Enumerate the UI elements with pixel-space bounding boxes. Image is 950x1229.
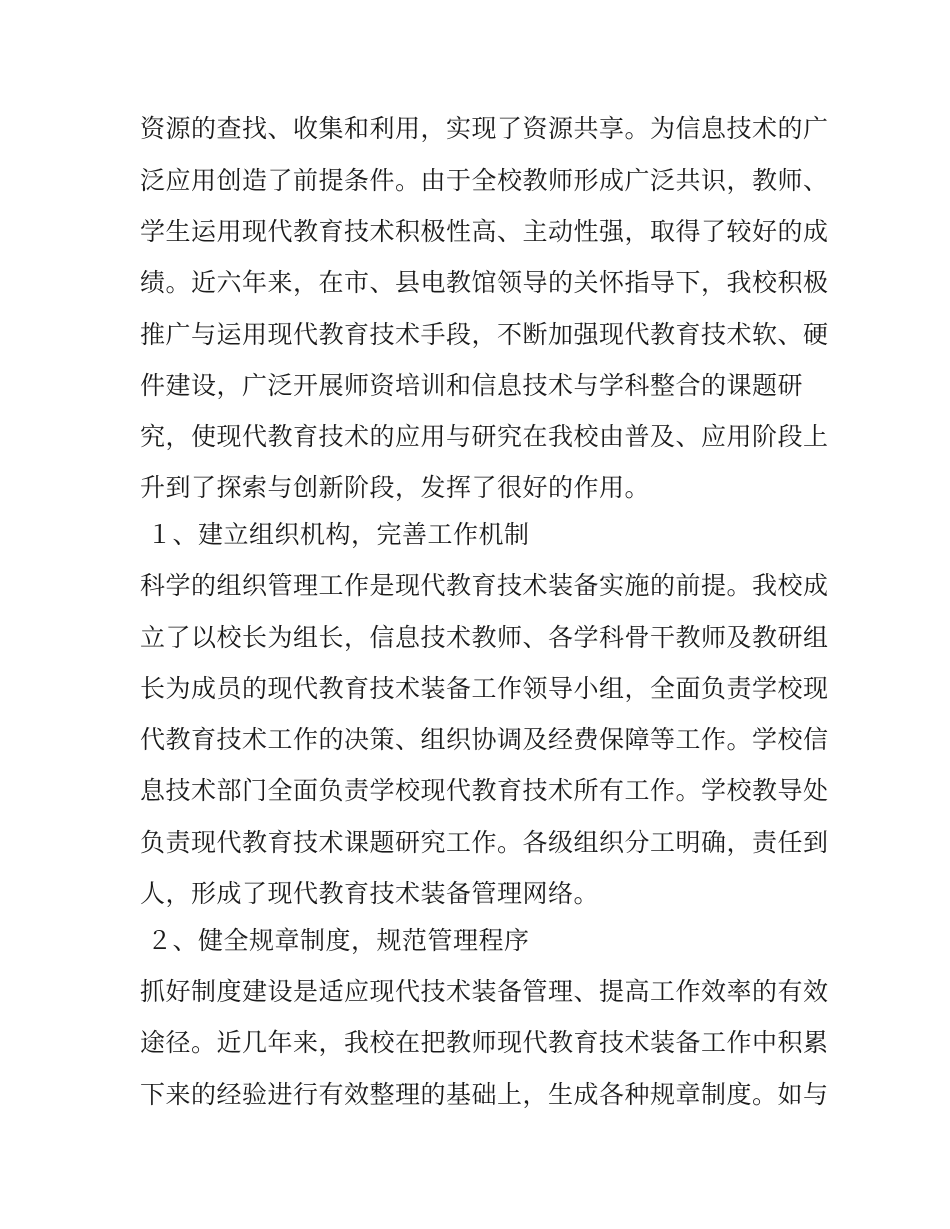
paragraph-line: 推广与运用现代教育技术手段，不断加强现代教育技术软、硬 [140,320,829,349]
paragraph-line: 绩。近六年来，在市、县电教馆领导的关怀指导下，我校积极 [140,268,829,297]
section-heading: １、建立组织机构，完善工作机制 [147,520,530,549]
paragraph-line: 代教育技术工作的决策、组织协调及经费保障等工作。学校信 [140,725,829,754]
paragraph-line: 抓好制度建设是适应现代技术装备管理、提高工作效率的有效 [140,977,829,1006]
paragraph-line: 资源的查找、收集和利用，实现了资源共享。为信息技术的广 [140,114,829,143]
paragraph-line: 科学的组织管理工作是现代教育技术装备实施的前提。我校成 [140,571,829,600]
section-heading: ２、健全规章制度，规范管理程序 [147,926,530,955]
paragraph-line: 立了以校长为组长，信息技术教师、各学科骨干教师及教研组 [140,623,829,652]
paragraph-line: 长为成员的现代教育技术装备工作领导小组，全面负责学校现 [140,674,829,703]
paragraph-line: 件建设，广泛开展师资培训和信息技术与学科整合的课题研 [140,371,804,400]
paragraph-line: 息技术部门全面负责学校现代教育技术所有工作。学校教导处 [140,776,829,805]
paragraph-line: 泛应用创造了前提条件。由于全校教师形成广泛共识，教师、 [140,166,829,195]
paragraph-line: 途径。近几年来，我校在把教师现代教育技术装备工作中积累 [140,1028,829,1057]
paragraph-line: 究，使现代教育技术的应用与研究在我校由普及、应用阶段上 [140,422,829,451]
paragraph-line: 下来的经验进行有效整理的基础上，生成各种规章制度。如与 [140,1080,829,1109]
paragraph-line: 人，形成了现代教育技术装备管理网络。 [140,879,600,908]
paragraph-line: 升到了探索与创新阶段，发挥了很好的作用。 [140,473,651,502]
paragraph-line: 负责现代教育技术课题研究工作。各级组织分工明确，责任到 [140,828,829,857]
paragraph-line: 学生运用现代教育技术积极性高、主动性强，取得了较好的成 [140,217,829,246]
